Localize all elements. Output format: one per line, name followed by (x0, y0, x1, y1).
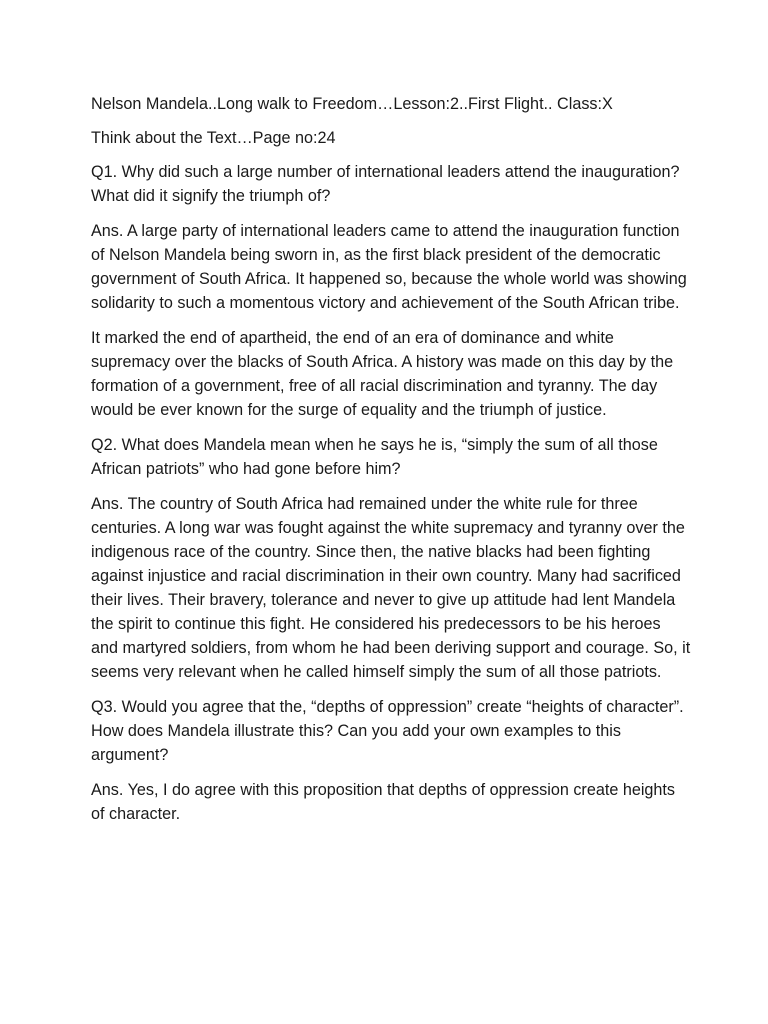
section-line: Think about the Text…Page no:24 (91, 129, 336, 147)
answer-2: Ans. The country of South Africa had remained under the white rule for three centuries. A long war was fought against the white supremacy and tyranny over the indigenous race of the country. Since then, the native blacks had been fighting against injustice and racial discrimination in their own country. Many had sacrificed their lives. Their bravery, tolerance and never to give up attitude had lent Mandela the spirit to continue this fight. He considered his predecessors to be his heroes and martyred soldiers, from whom he had been deriving support and courage. So, it seems very relevant when he called himself simply the sum of all those patriots. (91, 495, 691, 681)
question-1: Q1. Why did such a large number of international leaders attend the inauguration? What did it signify the triumph of? (91, 163, 680, 205)
answer-3: Ans. Yes, I do agree with this proposition that depths of oppression create heights of character. (91, 781, 676, 823)
document-title-line: Nelson Mandela..Long walk to Freedom…Lesson:2..First Flight.. Class:X (91, 95, 613, 113)
question-3: Q3. Would you agree that the, “depths of oppression” create “heights of character”. How does Mandela illustrate this? Can you add your own examples to this argument? (91, 698, 684, 764)
answer-1-part-1: Ans. A large party of international leaders came to attend the inauguration function of Nelson Mandela being sworn in, as the first black president of the democratic government of South Africa. It happened so, because the whole world was showing solidarity to such a momentous victory and achievement of the South African tribe. (91, 222, 687, 312)
answer-1-part-2: It marked the end of apartheid, the end of an era of dominance and white supremacy over the blacks of South Africa. A history was made on this day by the formation of a government, free of all racial discrimination and tyranny. The day would be ever known for the surge of equality and the triumph of justice. (91, 329, 674, 419)
question-2: Q2. What does Mandela mean when he says he is, “simply the sum of all those African patriots” who had gone before him? (91, 436, 658, 478)
document-body (91, 92, 691, 837)
